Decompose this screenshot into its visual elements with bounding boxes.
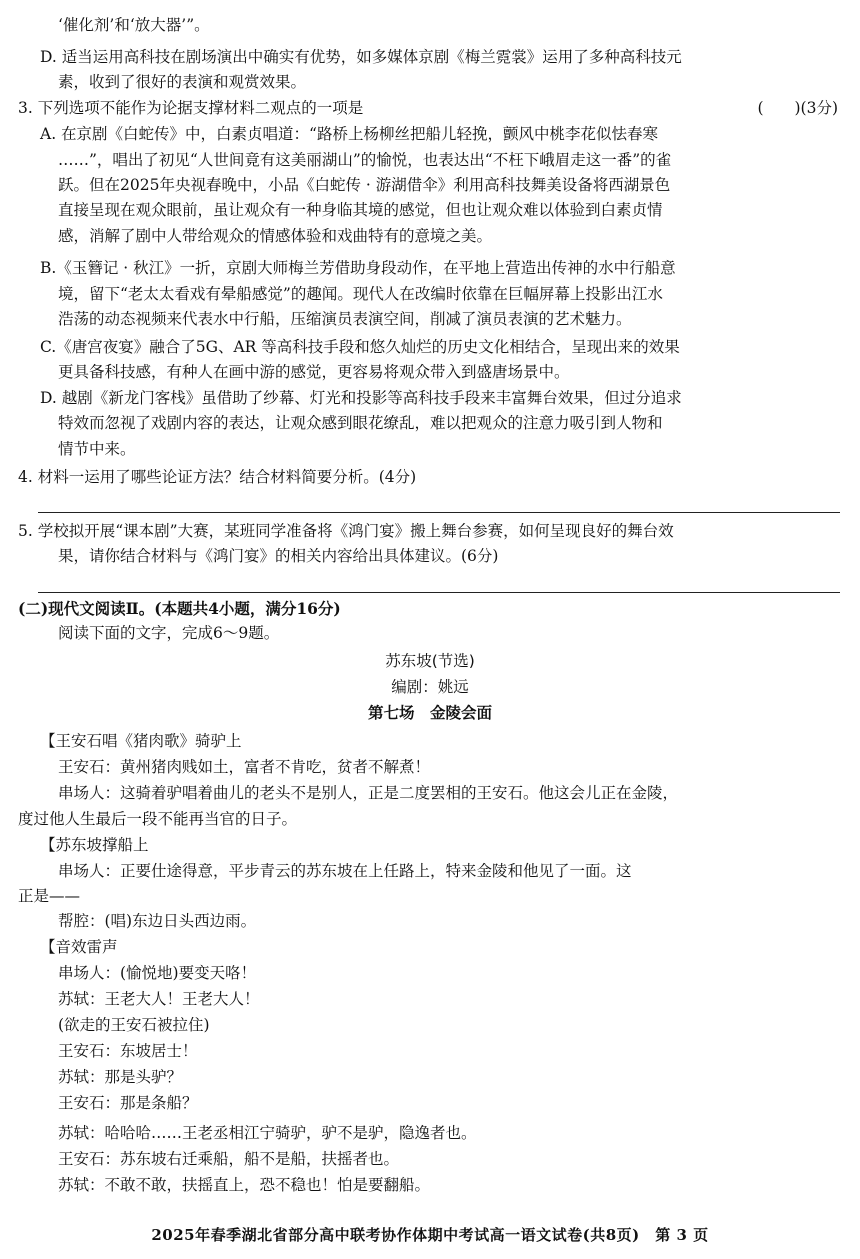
script-line: 王安石：那是条船？ xyxy=(58,1094,198,1112)
script-line: 度过他人生最后一段不能再当官的日子。 xyxy=(18,810,298,828)
q4-answer-line[interactable] xyxy=(38,512,840,513)
stage-direction: 【音效雷声 xyxy=(40,938,118,956)
q5-stem-line-2: 果，请你结合材料与《鸿门宴》的相关内容给出具体建议。(6分) xyxy=(58,547,499,565)
stage-direction: 【苏东坡撑船上 xyxy=(40,836,149,854)
q3-option-b-line-1: B.《玉簪记 · 秋江》一折，京剧大师梅兰芳借助身段动作，在平地上营造出传神的水中行船意 xyxy=(40,259,676,277)
q3-option-a-line-2: ……”，唱出了初见“人世间竟有这美丽湖山”的愉悦，也表达出“不枉下峨眉走这一番”的雀 xyxy=(58,151,672,169)
q3-option-c-line-1: C.《唐宫夜宴》融合了5G、AR 等高科技手段和悠久灿烂的历史文化相结合，呈现出来的效果 xyxy=(40,338,680,356)
q3-option-d-line-3: 情节中来。 xyxy=(58,440,136,458)
script-line: 串场人：正要仕途得意，平步青云的苏东坡在上任路上，特来金陵和他见了一面。这 xyxy=(58,862,632,880)
q5-answer-line[interactable] xyxy=(38,592,840,593)
q3-option-a-line-5: 感，消解了剧中人带给观众的情感体验和戏曲特有的意境之美。 xyxy=(58,227,493,245)
script-line: 串场人：这骑着驴唱着曲儿的老头不是别人，正是二度罢相的王安石。他这会儿正在金陵， xyxy=(58,784,679,802)
script-line: 帮腔：(唱)东边日头西边雨。 xyxy=(58,912,257,930)
q3-option-a-line-4: 直接呈现在观众眼前，虽让观众有一种身临其境的感觉，但也让观众难以体验到白素贞情 xyxy=(58,201,663,219)
script-line: 王安石：黄州猪肉贱如土，富者不肯吃，贫者不解煮！ xyxy=(58,758,431,776)
page-footer: 2025年春季湖北省部分高中联考协作体期中考试高一语文试卷(共8页) 第 3 页 xyxy=(151,1226,709,1244)
fragment-line: ‘催化剂’和‘放大器’”。 xyxy=(58,16,210,34)
q3-option-a-line-1: A. 在京剧《白蛇传》中，白素贞唱道：“路桥上杨柳丝把船儿轻挽，颤风中桃李花似怯春寒 xyxy=(40,125,658,143)
script-line: 王安石：苏东坡右迁乘船，船不是船，扶摇者也。 xyxy=(58,1150,400,1168)
q3-stem: 3. 下列选项不能作为论据支撑材料二观点的一项是 xyxy=(18,99,364,117)
section-heading: (二)现代文阅读Ⅱ。(本题共4小题，满分16分) xyxy=(18,599,341,618)
stage-direction: (欲走的王安石被拉住) xyxy=(58,1016,210,1034)
script-line: 正是—— xyxy=(18,887,81,905)
q3-option-b-line-3: 浩荡的动态视频来代表水中行船，压缩演员表演空间，削减了演员表演的艺术魅力。 xyxy=(58,310,632,328)
q2-option-d-line-2: 素，收到了很好的表演和观赏效果。 xyxy=(58,73,307,91)
script-line: 王安石：东坡居士！ xyxy=(58,1042,198,1060)
script-line: 苏轼：那是头驴？ xyxy=(58,1068,183,1086)
q5-stem-line-1: 5. 学校拟开展“课本剧”大赛，某班同学准备将《鸿门宴》搬上舞台参赛，如何呈现良好的舞台效 xyxy=(18,522,674,540)
q3-option-d-line-1: D. 越剧《新龙门客栈》虽借助了纱幕、灯光和投影等高科技手段来丰富舞台效果，但过分追求 xyxy=(40,389,682,407)
q2-option-d-line-1: D. 适当运用高科技在剧场演出中确实有优势，如多媒体京剧《梅兰霓裳》运用了多种高科技元 xyxy=(40,48,682,66)
q3-option-a-line-3: 跃。但在2025年央视春晚中，小品《白蛇传 · 游湖借伞》利用高科技舞美设备将西湖景色 xyxy=(58,176,671,194)
play-author: 编剧：姚远 xyxy=(391,678,469,696)
stage-direction: 【王安石唱《猪肉歌》骑驴上 xyxy=(40,732,242,750)
script-line: 苏轼：王老大人！王老大人！ xyxy=(58,990,260,1008)
section-instruction: 阅读下面的文字，完成6～9题。 xyxy=(58,624,280,642)
q4-stem: 4. 材料一运用了哪些论证方法？结合材料简要分析。(4分) xyxy=(18,468,417,486)
q3-option-d-line-2: 特效而忽视了戏剧内容的表达，让观众感到眼花缭乱，难以把观众的注意力吸引到人物和 xyxy=(58,414,663,432)
q3-option-b-line-2: 境，留下“老太太看戏有晕船感觉”的趣闻。现代人在改编时依靠在巨幅屏幕上投影出江水 xyxy=(58,285,663,303)
scene-title: 第七场 金陵会面 xyxy=(367,704,492,722)
play-title: 苏东坡(节选) xyxy=(385,652,475,670)
q3-score: ( )(3分) xyxy=(757,99,838,117)
script-line: 串场人：(愉悦地)要变天咯！ xyxy=(58,964,257,982)
q3-option-c-line-2: 更具备科技感，有种人在画中游的感觉，更容易将观众带入到盛唐场景中。 xyxy=(58,363,570,381)
script-line: 苏轼：哈哈哈……王老丞相江宁骑驴，驴不是驴，隐逸者也。 xyxy=(58,1124,477,1142)
script-line: 苏轼：不敢不敢，扶摇直上，恐不稳也！怕是要翻船。 xyxy=(58,1176,431,1194)
